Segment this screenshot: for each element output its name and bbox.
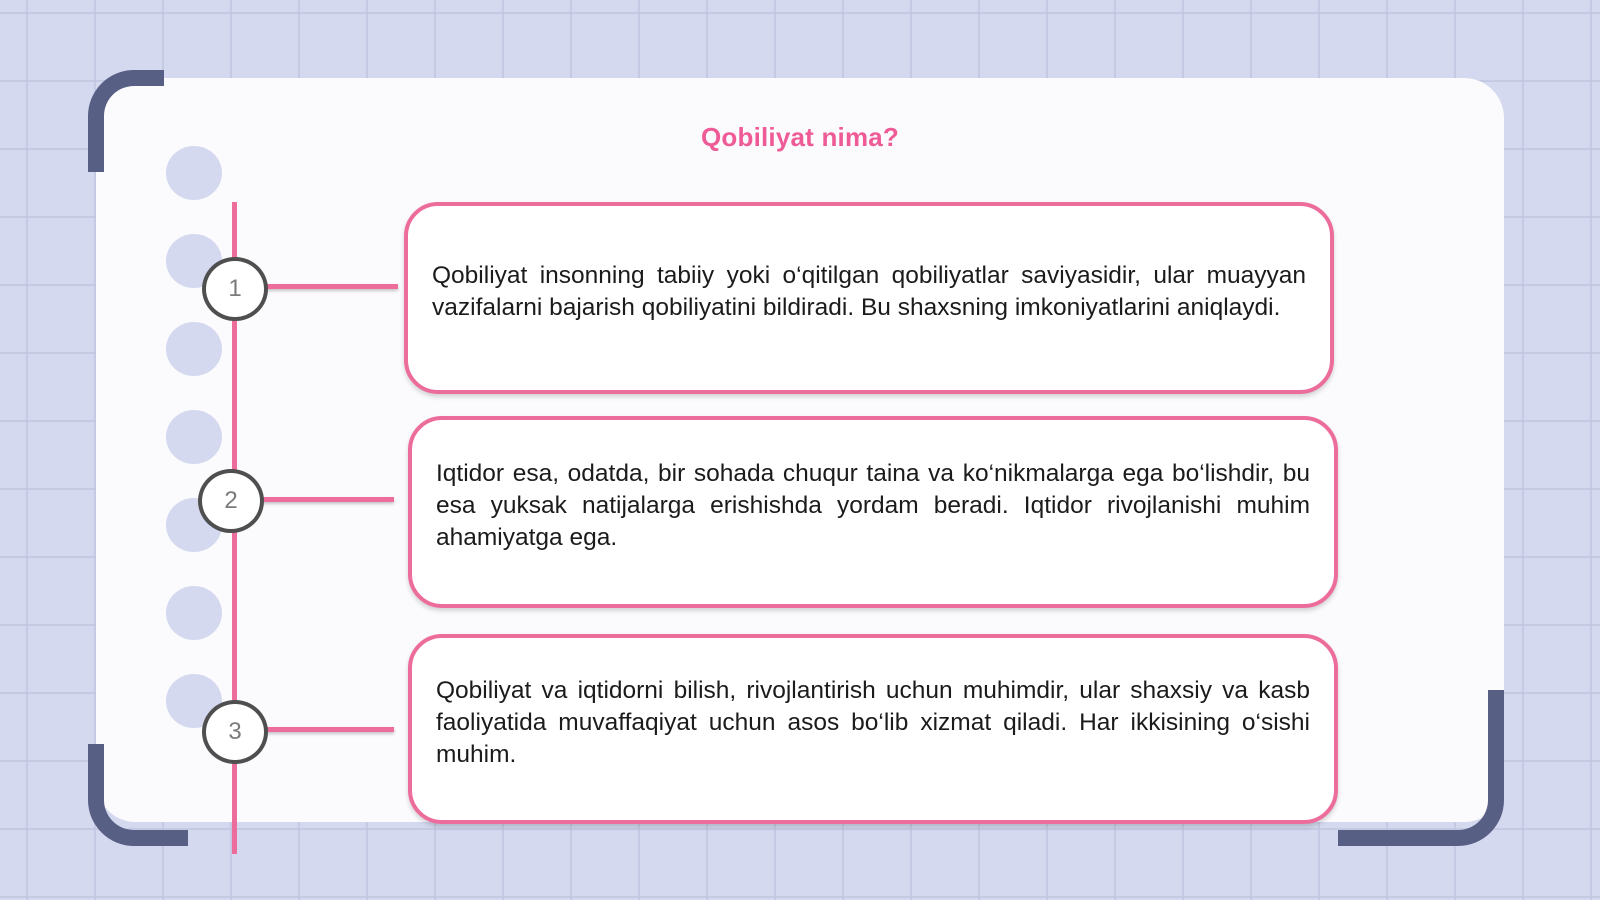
step-number-badge: 3: [202, 700, 268, 764]
binder-hole: [166, 586, 222, 640]
binder-hole: [166, 410, 222, 464]
timeline-card: [404, 202, 1334, 394]
binder-hole: [166, 146, 222, 200]
binder-hole: [166, 322, 222, 376]
card-text: Qobiliyat va iqtidorni bilish, rivojlantirish uchun muhimdir, ular shaxsiy va kasb faoliyatida muvaffaqiyat uchun asos bo‘lib xizmat qiladi. Har ikkisining o‘sishi muhim.: [436, 677, 1310, 768]
timeline-connector: [258, 497, 394, 502]
step-number-badge: 2: [198, 469, 264, 533]
corner-bracket-bottom-left: [88, 744, 188, 846]
slide-title: Qobiliyat nima?: [700, 122, 900, 152]
step-number-badge: 1: [202, 257, 268, 321]
timeline-connector: [262, 727, 394, 732]
card-text: Qobiliyat insonning tabiiy yoki o‘qitilgan qobiliyatlar saviyasidir, ular muayyan vazifalarni bajarish qobiliyatini bildiradi. Bu shaxsning imkoniyatlarini aniqlaydi.: [432, 262, 1306, 321]
card-text: Iqtidor esa, odatda, bir sohada chuqur taina va ko‘nikmalarga ega bo‘lishdir, bu esa yuksak natijalarga erishishda yordam beradi. Iqtidor rivojlanishi muhim ahamiyatga ega.: [436, 460, 1310, 551]
timeline-card: [408, 634, 1338, 824]
corner-bracket-bottom-right: [1338, 690, 1504, 846]
corner-bracket-top-left: [88, 70, 164, 172]
timeline-card: [408, 416, 1338, 608]
timeline-connector: [262, 284, 398, 289]
